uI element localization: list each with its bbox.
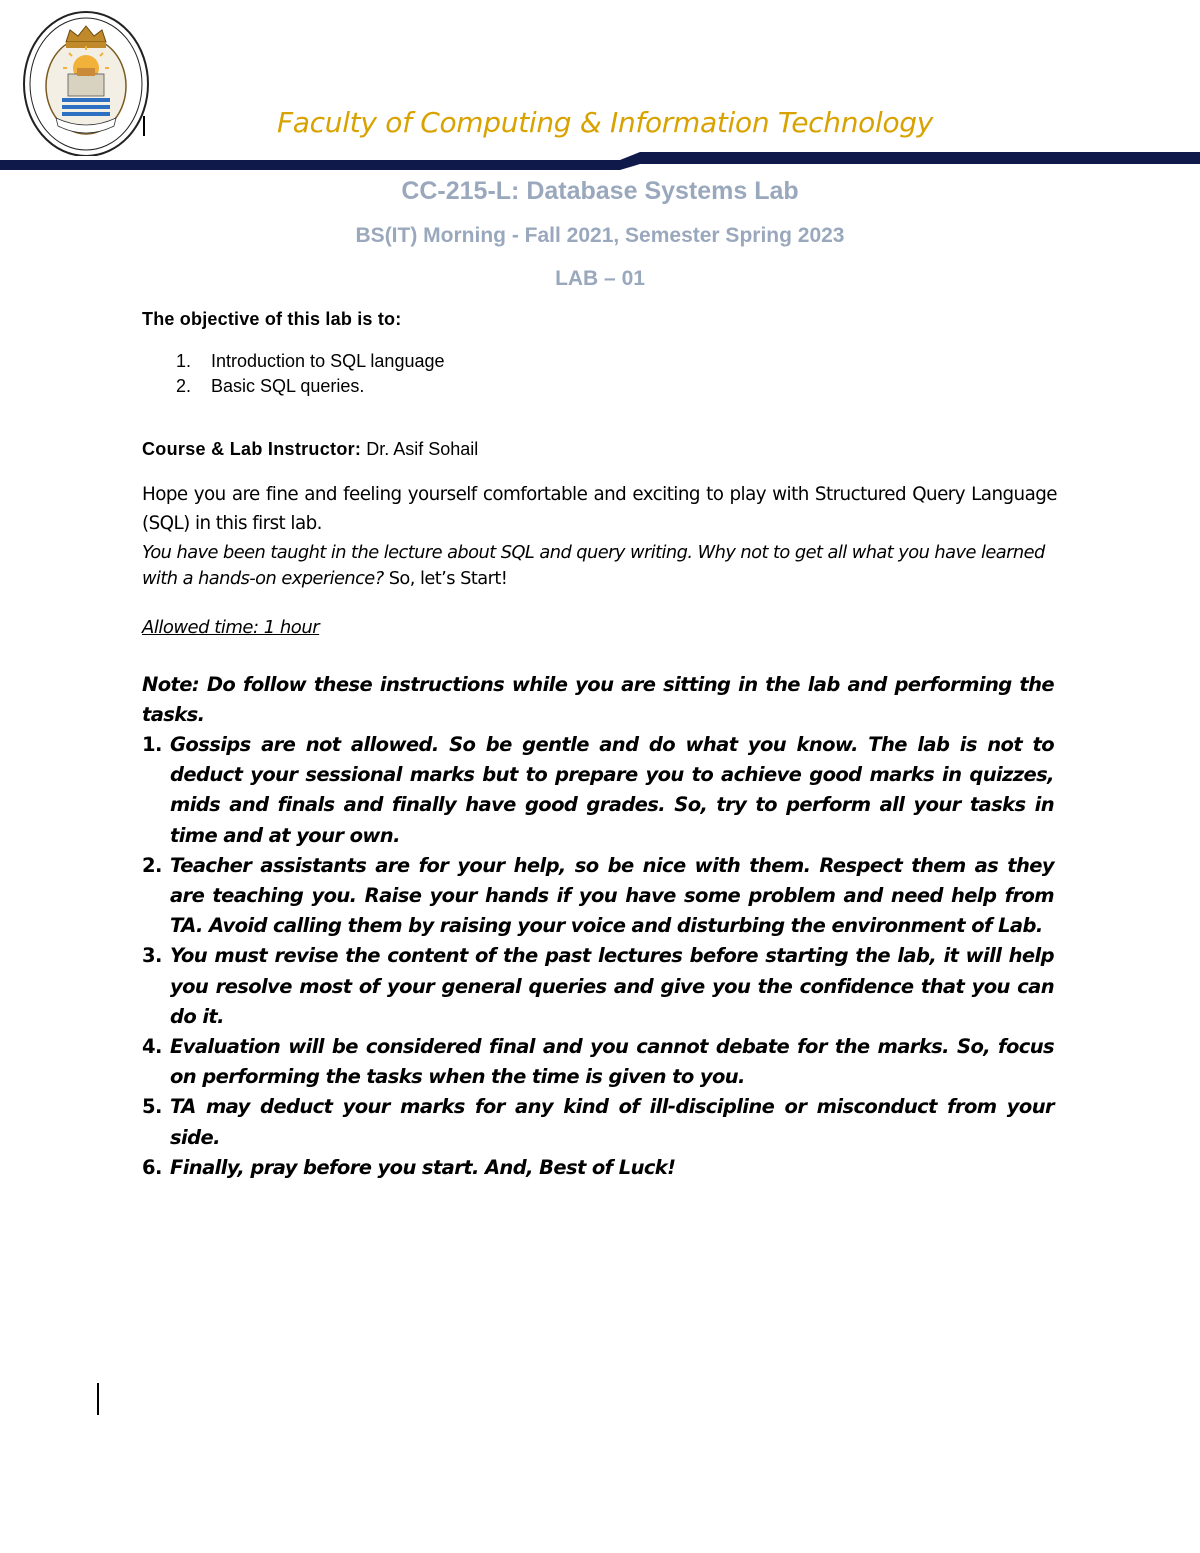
text-cursor [97,1383,99,1415]
objective-list [142,349,445,399]
rule-item [142,1092,1054,1152]
rule-text: TA may deduct your marks for any kind of ill-discipline or misconduct from your side. [170,1095,1054,1149]
rule-number: 5. [142,1095,162,1119]
faculty-title: Faculty of Computing & Information Technology [277,106,934,139]
instructor-line [142,439,478,460]
note-paragraph: Note: Do follow these instructions while you are sitting in the lab and performing the tasks. [142,673,1054,726]
university-logo [22,6,150,156]
rule-item [142,851,1054,942]
header-rule [0,0,1200,180]
instructor-label: Course & Lab Instructor: [142,439,362,459]
rule-number: 2. [142,853,162,877]
text-cursor [143,116,145,136]
rule-number: 3. [142,944,162,968]
objective-heading: The objective of this lab is to: [142,309,402,329]
list-item [142,349,445,374]
intro-paragraph: Hope you are fine and feeling yourself comfortable and exciting to play with Structured Query Language (SQL) in this first lab. [142,484,1057,534]
rule-number: 6. [142,1155,162,1179]
program-line: BS(IT) Morning - Fall 2021, Semester Spring 2023 [355,224,845,247]
rule-text: Teacher assistants are for your help, so be nice with them. Respect them as they are teaching you. Raise your hands if you have some problem and need help from TA. Avoid calling them by raising your voice and disturbing the environment of Lab. [170,853,1054,938]
rules-list [142,730,1054,1183]
rule-number: 1. [142,733,162,756]
rule-text: Gossips are not allowed. So be gentle and do what you know. The lab is not to deduct your sessional marks but to prepare you to achieve good marks in quizzes, mids and finals and finally have good grades. So, try to perform all your tasks in time and at your own. [170,733,1054,847]
rule-text: You must revise the content of the past lectures before starting the lab, it will help you resolve most of your general queries and give you the confidence that you can do it. [170,944,1054,1028]
list-text: Basic SQL queries. [211,376,365,396]
intro-paragraph-2 [142,540,1057,592]
course-title: CC-215-L: Database Systems Lab [401,177,799,205]
rule-item [142,941,1054,1032]
rule-number: 4. [142,1035,162,1059]
rule-item [142,1032,1054,1092]
rule-item [142,1153,1054,1183]
rule-text: Finally, pray before you start. And, Best of Luck! [170,1155,676,1179]
allowed-time: Allowed time: 1 hour [142,617,320,638]
list-number: 2. [176,376,192,396]
intro-italic-text: You have been taught in the lecture about SQL and query writing. Why not to get all what you have learned with a hands-on experience? [142,542,1045,589]
list-item [142,374,445,399]
rule-text: Evaluation will be considered final and you cannot debate for the marks. So, focus on performing the tasks when the time is given to you. [170,1035,1054,1089]
rule-item [142,730,1054,851]
list-number: 1. [176,351,192,371]
lab-number: LAB – 01 [555,267,645,290]
list-text: Introduction to SQL language [211,351,445,371]
instructor-name: Dr. Asif Sohail [366,439,479,459]
intro-start-text: So, let’s Start! [383,568,508,589]
